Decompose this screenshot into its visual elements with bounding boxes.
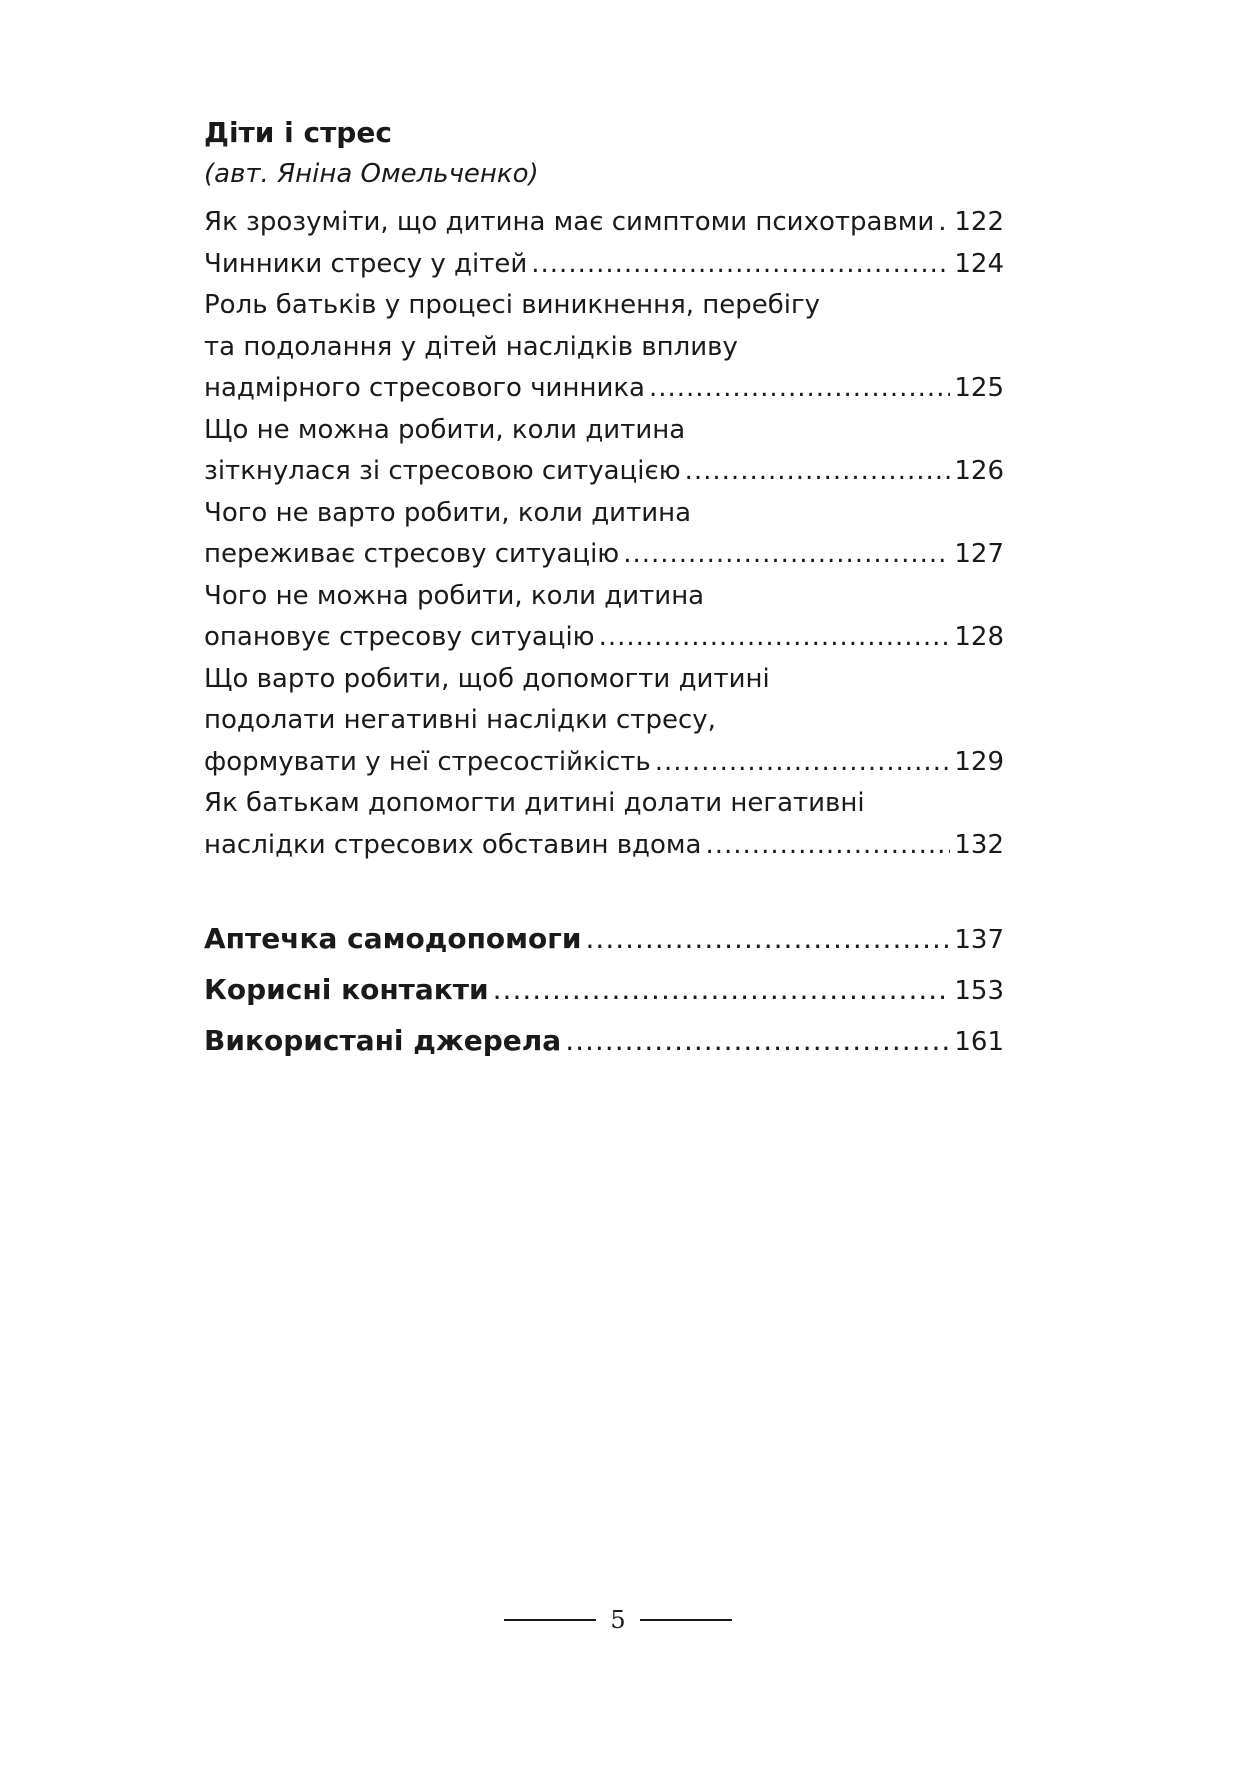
toc-entry-last-line [204, 617, 1004, 659]
toc-entry-page: 122 [954, 207, 1004, 237]
dot-leader [623, 534, 950, 576]
toc-entry-page: 128 [954, 622, 1004, 652]
dot-leader [599, 617, 951, 659]
toc-entry-line: Чого не можна робити, коли дитина [204, 580, 705, 611]
toc-entry-line: Як батькам допомогти дитині долати негативні [204, 788, 865, 818]
dot-leader [586, 914, 951, 964]
page-footer [0, 1606, 1236, 1634]
dot-leader [531, 244, 950, 286]
toc-main-entry-page: 153 [954, 976, 1004, 1006]
dot-leader [565, 1016, 950, 1066]
toc-main-entry [204, 965, 1004, 1016]
dot-leader [493, 965, 951, 1015]
toc-entry-title: надмірного стресового чинника [204, 373, 645, 403]
toc-entry [204, 493, 1004, 576]
toc-entry-title: переживає стресову ситуацію [204, 539, 620, 569]
toc-entry [204, 576, 1004, 659]
toc-entry-title: Як зрозуміти, що дитина має симптоми психотравми [204, 207, 935, 237]
toc-entry-line: Що не можна робити, коли дитина [204, 414, 686, 445]
footer-rule-right [640, 1619, 732, 1621]
toc-main-entry-title: Аптечка самодопомоги [204, 922, 582, 955]
toc-entry-title: наслідки стресових обставин вдома [204, 829, 702, 860]
toc-entry-line: подолати негативні наслідки стресу, [204, 705, 716, 735]
toc-entry-page: 132 [954, 829, 1004, 860]
footer-rule-left [504, 1619, 596, 1621]
toc-main-entry-page: 137 [954, 925, 1004, 955]
toc-entry-title: Чинники стресу у дітей [204, 248, 528, 279]
toc-entry-last-line [204, 368, 1004, 410]
toc-entry-page: 127 [954, 539, 1004, 569]
toc-entry-last-line [204, 202, 1004, 244]
dot-leader [705, 825, 950, 867]
dot-leader [655, 742, 951, 784]
toc-entry-title: зіткнулася зі стресовою ситуацією [204, 456, 681, 486]
toc-entry-page: 129 [954, 746, 1004, 777]
toc-entry-line: та подолання у дітей наслідків впливу [204, 331, 738, 362]
dot-leader [938, 202, 950, 244]
toc-entry-title: опановує стресову ситуацію [204, 622, 595, 652]
toc-entry [204, 244, 1004, 286]
toc-main-entry-title: Корисні контакти [204, 973, 489, 1006]
toc-entry-line: Що варто робити, щоб допомогти дитині [204, 663, 770, 694]
toc-entry [204, 285, 1004, 410]
toc-entry-page: 125 [954, 373, 1004, 403]
toc-main-entry [204, 914, 1004, 965]
toc-entry-last-line [204, 534, 1004, 576]
toc-entry-page: 124 [954, 248, 1004, 279]
toc-main-entry [204, 1016, 1004, 1067]
page-number: 5 [610, 1606, 626, 1634]
toc-entry-last-line [204, 451, 1004, 493]
toc-entry [204, 202, 1004, 244]
table-of-contents [204, 112, 1004, 1067]
toc-entry [204, 659, 1004, 784]
toc-main-entries [204, 914, 1004, 1067]
toc-entry-line: Роль батьків у процесі виникнення, перебігу [204, 290, 821, 320]
toc-entry-page: 126 [954, 456, 1004, 486]
dot-leader [649, 368, 950, 410]
toc-main-entry-page: 161 [954, 1027, 1004, 1057]
toc-main-entry-title: Використані джерела [204, 1024, 562, 1057]
dot-leader [685, 451, 951, 493]
toc-entry-line: Чого не варто робити, коли дитина [204, 497, 692, 528]
toc-entry-title: формувати у неї стресостійкість [204, 746, 651, 777]
toc-entry-last-line [204, 742, 1004, 784]
toc-entries [204, 202, 1004, 866]
toc-entry [204, 410, 1004, 493]
toc-entry-last-line [204, 825, 1004, 867]
toc-entry-last-line [204, 244, 1004, 286]
toc-entry [204, 783, 1004, 866]
section-author: (авт. Яніна Омельченко) [204, 159, 539, 189]
section-title: Діти і стрес [204, 116, 392, 149]
